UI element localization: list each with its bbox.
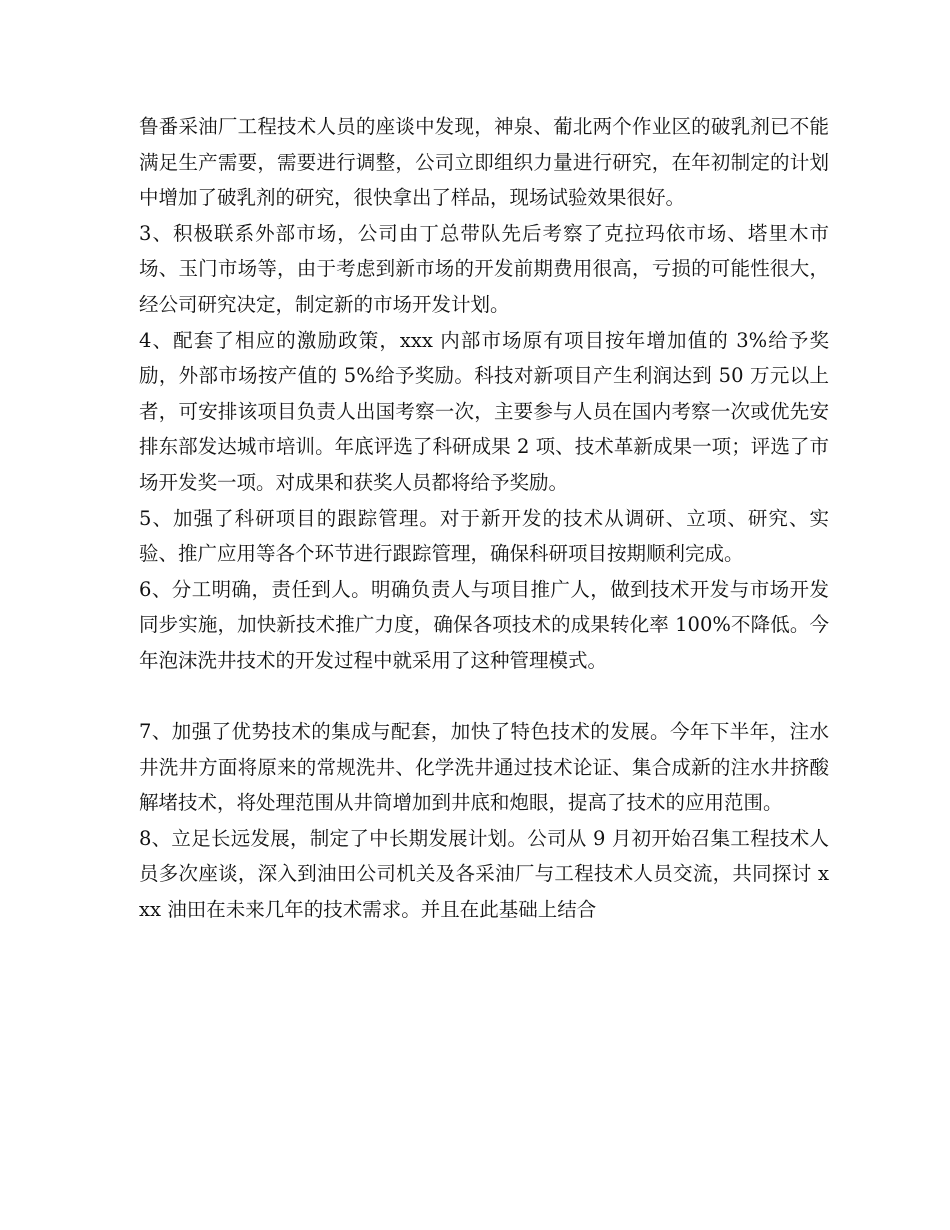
paragraph-item-8-long-term-plan: 8、立足长远发展，制定了中长期发展计划。公司从 9 月初开始召集工程技术人员多次座谈，深入到油田公司机关及各采油厂与工程技术人员交流，共同探讨 xxx 油田在未来几年的技术需求。并且在此基础上结合 — [139, 826, 829, 922]
document-body — [139, 109, 829, 928]
paragraph-item-7-technology-integration: 7、加强了优势技术的集成与配套，加快了特色技术的发展。今年下半年，注水井洗井方面将原来的常规洗井、化学洗井通过技术论证、集合成新的注水井挤酸解堵技术，将处理范围从井筒增加到井底和炮眼，提高了技术的应用范围。 — [139, 720, 829, 815]
paragraph-gap — [139, 679, 829, 715]
paragraph-item-4-incentive-policy: 4、配套了相应的激励政策，xxx 内部市场原有项目按年增加值的 3%给予奖励，外部市场按产值的 5%给予奖励。科技对新项目产生利润达到 50 万元以上者，可安排该项目负责人出国考察一次，主要参与人员在国内考察一次或优先安排东部发达城市培训。年底评选了科研成果 2 项、技术革新成果一项；评选了市场开发奖一项。对成果和获奖人员都将给予奖励。 — [139, 328, 829, 494]
paragraph-item-3-external-market: 3、积极联系外部市场，公司由丁总带队先后考察了克拉玛依市场、塔里木市场、玉门市场等，由于考虑到新市场的开发前期费用很高，亏损的可能性很大，经公司研究决定，制定新的市场开发计划。 — [139, 221, 829, 316]
paragraph-item-6-responsibility: 6、分工明确，责任到人。明确负责人与项目推广人，做到技术开发与市场开发同步实施，加快新技术推广力度，确保各项技术的成果转化率 100%不降低。今年泡沫洗井技术的开发过程中就采用了这种管理模式。 — [139, 577, 829, 672]
paragraph-demulsifier-research: 鲁番采油厂工程技术人员的座谈中发现，神泉、葡北两个作业区的破乳剂已不能满足生产需要，需要进行调整，公司立即组织力量进行研究，在年初制定的计划中增加了破乳剂的研究，很快拿出了样品，现场试验效果很好。 — [139, 115, 829, 210]
paragraph-item-5-tracking-management: 5、加强了科研项目的跟踪管理。对于新开发的技术从调研、立项、研究、实验、推广应用等各个环节进行跟踪管理，确保科研项目按期顺利完成。 — [139, 506, 829, 566]
